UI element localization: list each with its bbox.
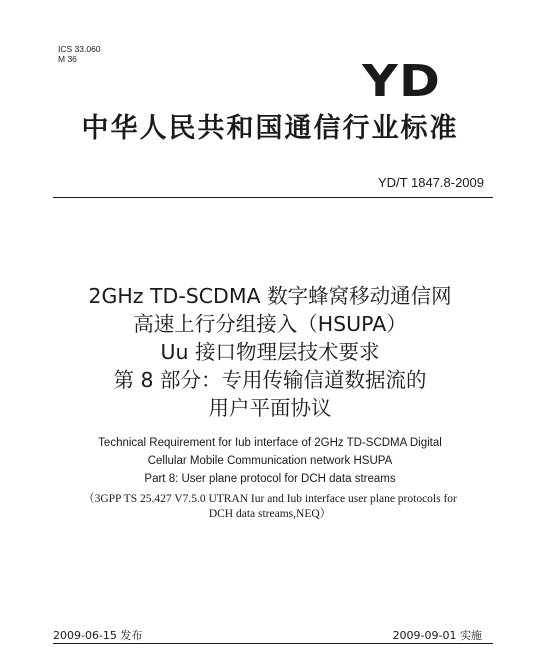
en-title-line-5: DCH data streams,NEQ）	[208, 508, 332, 520]
category-code: M 36	[58, 54, 77, 64]
ics-code: ICS 33.060	[58, 44, 101, 54]
implement-date: 2009-09-01 实施	[392, 629, 482, 642]
cn-title-line-5: 用户平面协议	[208, 396, 332, 420]
cn-title-line-2: 高速上行分组接入（HSUPA）	[133, 312, 407, 336]
footer-divider	[53, 643, 493, 644]
cn-title-line-3: Uu 接口物理层技术要求	[160, 340, 380, 364]
en-title-line-4: （3GPP TS 25.427 V7.5.0 UTRAN Iur and Iub interface user plane protocols for	[83, 493, 457, 505]
en-title-line-3: Part 8: User plane protocol for DCH data streams	[144, 473, 396, 485]
publish-date: 2009-06-15 发布	[53, 629, 143, 642]
cn-title-line-1: 2GHz TD-SCDMA 数字蜂窝移动通信网	[88, 284, 452, 308]
en-title-line-1: Technical Requirement for Iub interface of 2GHz TD-SCDMA Digital	[98, 437, 442, 449]
en-title-line-2: Cellular Mobile Communication network HSUPA	[147, 455, 393, 467]
standard-title: 中华人民共和国通信行业标准	[81, 113, 459, 144]
standard-number: YD/T 1847.8-2009	[378, 175, 484, 190]
header-divider	[53, 197, 493, 198]
yd-logo: YD	[362, 56, 441, 107]
cn-title-line-4: 第 8 部分：专用传输信道数据流的	[113, 368, 427, 392]
